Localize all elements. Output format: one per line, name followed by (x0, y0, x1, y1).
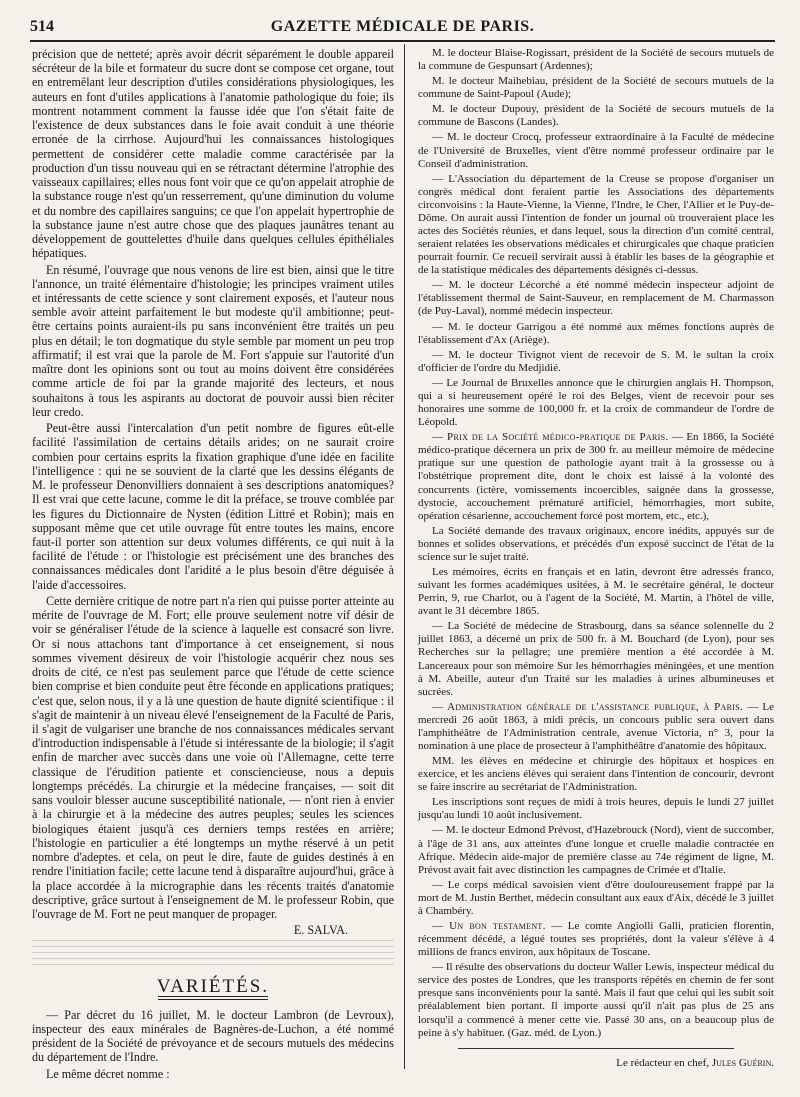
show-through-text (32, 940, 394, 968)
closing-rule (458, 1048, 734, 1049)
news-item: — M. le docteur Crocq, professeur extraordinaire à la Faculté de médecine de l'Université de Bruxelles, vient d'être nommé professeur ordinaire par le Conseil d'administration. (418, 131, 774, 170)
news-item: — M. le docteur Lécorché a été nommé médecin inspecteur adjoint de l'établissement thermal de Saint-Sauveur, en remplacement de M. Charmasson (de Puy-Laval), nommé médecin inspecteur. (418, 279, 774, 318)
left-column (32, 47, 394, 1083)
news-item: — Par décret du 16 juillet, M. le docteur Lambron (de Levroux), inspecteur des eaux minérales de Bagnères-de-Luchon, a été nommé président de la Société de prévoyance et de secours mutuels des médecins du département de l'Indre. (32, 1007, 394, 1065)
news-item: — M. le docteur Edmond Prévost, d'Hazebrouck (Nord), vient de succomber, à l'âge de 31 ans, aux atteintes d'une longue et cruelle maladie contractée en Afrique. Médecin aide-major de première classe au 74e régiment de ligne, M. Prévost avait fait avec distinction les campagnes de Crimée et d'Italie. (418, 824, 774, 876)
news-item: — Il résulte des observations du docteur Waller Lewis, inspecteur médical du service des postes de Londres, que les transports répétés en chemin de fer sont presque sans inconvénients pour la santé. Mais il faut que celui qui les subit soit préalablement bien portant. Il importe aussi qu'il n'ait pas plus de 25 ans lorsqu'il a commencé à mener cette vie. Passé 30 ans, on a beaucoup plus de peine à s'y habituer. (Gaz. méd. de Lyon.) (418, 961, 774, 1039)
news-item: — Le corps médical savoisien vient d'être douloureusement frappé par la mort de M. Justin Berthet, médecin consultant aux eaux d'Aix, décédé le 3 juillet à Chambéry. (418, 878, 774, 917)
review-paragraph: précision que de netteté; après avoir décrit séparément le double appareil sécréteur de la bile et formateur du sucre dont se compose cet organe, tout en entremêlant leur description d'utiles considérations physiologiques, les auteurs en font d'utiles applications à l'anatomie pathologique du foie; ils montrent notamment comment la fausse idée que l'on s'était faite de l'existence de deux substances dans le foie avait conduit à une théorie erronée de la cirrhose. Aujourd'hui les connaissances histologiques permettent de considérer cette maladie comme caractérisée par la production d'un tissu nouveau qui en se rétractant détermine l'atrophie des vaisseaux capillaires; elles nous font voir que ce qu'on appelait atrophie de la substance rouge n'est qu'un resserrement, qu'une diminution du volume et du nombre des capillaires sanguins; ce que l'on appelait hypertrophie de la substance jaune n'est autre chose que des plaques jaunâtres tenant au développement de gouttelettes d'huile dans quelques cellules épithéliales hépatiques. (32, 47, 394, 261)
page-header (30, 14, 775, 40)
review-paragraph: Cette dernière critique de notre part n'a rien qui puisse porter atteinte au mérite de l'ouvrage de M. Fort; elle prouve seulement notre vif désir de voir se généraliser l'étude de la science à laquelle est consacré son livre. Or si nous attachons tant d'importance à cet enseignement, si nous sommes vivement désireux de voir l'histologie acquérir chez nous ses droits de cité, ce n'est pas seulement parce que l'étude de cette science bien comprise et bien conduite peut être féconde en applications pratiques; c'est que, selon nous, il y a là une question de haute dignité scientifique : il s'agit de maintenir à un niveau élevé l'enseignement de la Faculté de Paris, il s'agit de vulgariser une branche de nos connaissances médicales servant d'introduction indispensable à l'étude si intéressante de la biologie; il s'agit enfin de marcher avec succès dans une voie où l'Allemagne, cette terre classique de l'érudition patiente et consciencieuse, nous a depuis longtemps précédés. La chirurgie et la médecine françaises, — soit dit sans vouloir blesser aucune susceptibilité nationale, — n'ont rien à envier à la chirurgie et à la médecine des autres peuples; seules les sciences biologiques étaient jusqu'à ces derniers temps restées en arrière; l'histologie en particulier a été longtemps un mythe réservé à un petit nombre d'adeptes. et cela, on peut le dire, faute de guides destinés à en rendre l'initiation facile; cette lacune tend à disparaître aujourd'hui, grâce à la place accordée à la micrographie dans les récents traités d'anatomie descriptive, grâce surtout à l'enseignement de M. le professeur Robin, que l'ouvrage de M. Fort ne peut manquer de propager. (32, 593, 394, 922)
news-item: — Le Journal de Bruxelles annonce que le chirurgien anglais H. Thompson, qui a si heureusement opéré le roi des Belges, vient de recevoir pour ses honoraires une somme de 100,000 fr. et la croix de commandeur de l'ordre de Léopold. (418, 376, 774, 429)
news-item: — M. le docteur Garrigou a été nommé aux mêmes fonctions auprès de l'établissement d'Ax (Ariège). (418, 320, 774, 346)
section-title: VARIÉTÉS. (156, 975, 270, 997)
item-heading: — Un bon testament. (432, 920, 546, 932)
header-rule (30, 40, 775, 42)
item-body: — Le comte Angiolli Galli, praticien florentin, récemment décédé, a légué toutes ses propriétés, dont la valeur s'élève à 4 millions de francs environ, aux hôpitaux de Toscane. (418, 920, 774, 959)
news-item: La Société demande des travaux originaux, encore inédits, appuyés sur de bonnes et solides observations, et précédés d'un exposé succinct de l'état de la science sur le sujet traité. (418, 524, 774, 563)
column-divider (404, 44, 405, 1069)
item-body: — En 1866, la Société médico-pratique décernera un prix de 300 fr. au meilleur mémoire de médecine pratique sur une question de pathologie ayant trait à la grossesse ou à l'obstétrique proprement dite, dont le choix est laissé à la volonté des concurrents (ictère, vomissements incoercibles, saignée dans la grossesse, dystocie, accouchement prématuré artificiel, hémorrhagies, mort subite, opération césarienne, accouchement forcé post mortem, etc., etc.), (418, 431, 774, 522)
item-heading: — Prix de la Société médico-pratique de Paris. (432, 431, 669, 444)
news-item: Le même décret nomme : (46, 1066, 170, 1081)
news-item: M. le docteur Blaise-Rogissart, président de la Société de secours mutuels de la commune de Gespunsart (Ardennes); (418, 47, 774, 73)
item-heading: — Administration générale de l'assistance publique, à Paris. (432, 700, 744, 713)
news-item: — L'Association du département de la Creuse se propose d'organiser un congrès médical dont feraient partie les Associations des départements circonvoisins : la Haute-Vienne, la Vienne, l'Indre, le Cher, l'Allier et le Puy-de-Dôme. On aurait aussi l'intention de fonder un journal où trouveraient place les actes des Sociétés réunies, et dans lequel, sous la direction d'un comité central, seraient relatées les observations médicales et chirurgicales que chaque praticien pourrait fournir. Ce recueil servirait aussi à établir les bases de la géographie et de la statistique médicales des départements désignés ci-dessus. (418, 172, 774, 277)
journal-title: GAZETTE MÉDICALE DE PARIS. (270, 18, 535, 35)
news-item (418, 431, 774, 523)
news-item: MM. les élèves en médecine et chirurgie des hôpitaux et hospices en exercice, et les anciens élèves qui seraient dans l'intention de concourir, devront se faire inscrire au secrétariat de l'Administration. (418, 755, 774, 794)
editor-name: Jules Guérin. (711, 1056, 774, 1069)
news-item (418, 920, 774, 959)
right-column (418, 47, 774, 1070)
item-body: — Le mercredi 26 août 1863, à midi précis, un concours public sera ouvert dans l'amphithéâtre de l'Administration centrale, avenue Victoria, n° 3, pour la nomination à une place de prosecteur à l'amphithéâtre d'anatomie des hôpitaux. (418, 700, 774, 752)
news-item: Les mémoires, écrits en français et en latin, devront être adressés franco, suivant les formes académiques usitées, à M. le secrétaire général, le docteur Perrin, 9, rue Charlot, ou à l'agent de la Société, M. Martin, à l'hôtel de ville, avant le 31 décembre 1865. (418, 565, 774, 618)
editor-label: Le rédacteur en chef, (616, 1056, 710, 1069)
news-item: M. le docteur Maihebiau, président de la Société de secours mutuels de la commune de Saint-Papoul (Aude); (418, 75, 774, 101)
news-item: Les inscriptions sont reçues de midi à trois heures, depuis le lundi 27 juillet jusqu'au lundi 10 août inclusivement. (418, 796, 774, 822)
news-item: — La Société de médecine de Strasbourg, dans sa séance solennelle du 2 juillet 1863, a décerné un prix de 500 fr. à M. Bouchard (de Lyon), pour ses Recherches sur la pellagre; une première mention a été accordée à M. Lancereaux pour son mémoire Sur les hémorrhagies méningées, et une mention à M. Abeille, auteur d'un Traité sur les maladies à urines albumineuses et sucrées. (418, 620, 774, 698)
news-item: — M. le docteur Tivignot vient de recevoir de S. M. le sultan la croix d'officier de l'ordre du Medjidié. (418, 348, 774, 374)
news-item (418, 701, 774, 753)
review-paragraph: Peut-être aussi l'intercalation d'un petit nombre de figures eût-elle facilité l'assimilation de certains détails arides; on ne saurait croire combien pour certains esprits la fixation graphique d'une idée en facilite l'intelligence : qui ne se souvient de la clarté que les dessins élégants de M. le professeur Denonvilliers donnaient à ses descriptions anatomiques? Il est vrai que cette lacune, comme le dit la préface, se trouve comblée par les figures du Dictionnaire de Nysten (édition Littré et Robin); mais en supposant même que cet utile ouvrage fût entre toutes les mains, encore faut-il porter son attention sur deux volumes différents, ce qui nuit à la facilité de l'étude : or l'histologie est précisément une des branches des connaissances médicales dont l'aridité a le plus besoin d'être déguisée à l'aide d'accessoires. (32, 421, 394, 592)
news-item: M. le docteur Dupouy, président de la Société de secours mutuels de la commune de Bascons (Landes). (418, 103, 774, 129)
author-signature: E. SALVA. (293, 923, 348, 938)
review-paragraph: En résumé, l'ouvrage que nous venons de lire est bien, ainsi que le titre l'annonce, un traité élémentaire d'histologie; les principes vraiment utiles et intéressants de cette science y sont clairement exposés, et l'auteur nous semble avoir atteint parfaitement le but modeste qu'il ambitionne; peut-être certains points auraient-ils pu sans inconvénient être traités un peu plus en détail; le ton dogmatique du style semble par moment un peu trop affirmatif; il est vrai que la parole de M. Fort s'appuie sur l'autorité d'un maître dont les opinions sont ou tout au moins doivent être considérées comme article de foi par la grande majorité des lecteurs, et nous souhaitons à tous les aspirants au doctorat de pouvoir aussi bien réciter leur credo. (32, 262, 394, 419)
page-number: 514 (30, 18, 54, 35)
editor-credit (418, 1057, 774, 1070)
